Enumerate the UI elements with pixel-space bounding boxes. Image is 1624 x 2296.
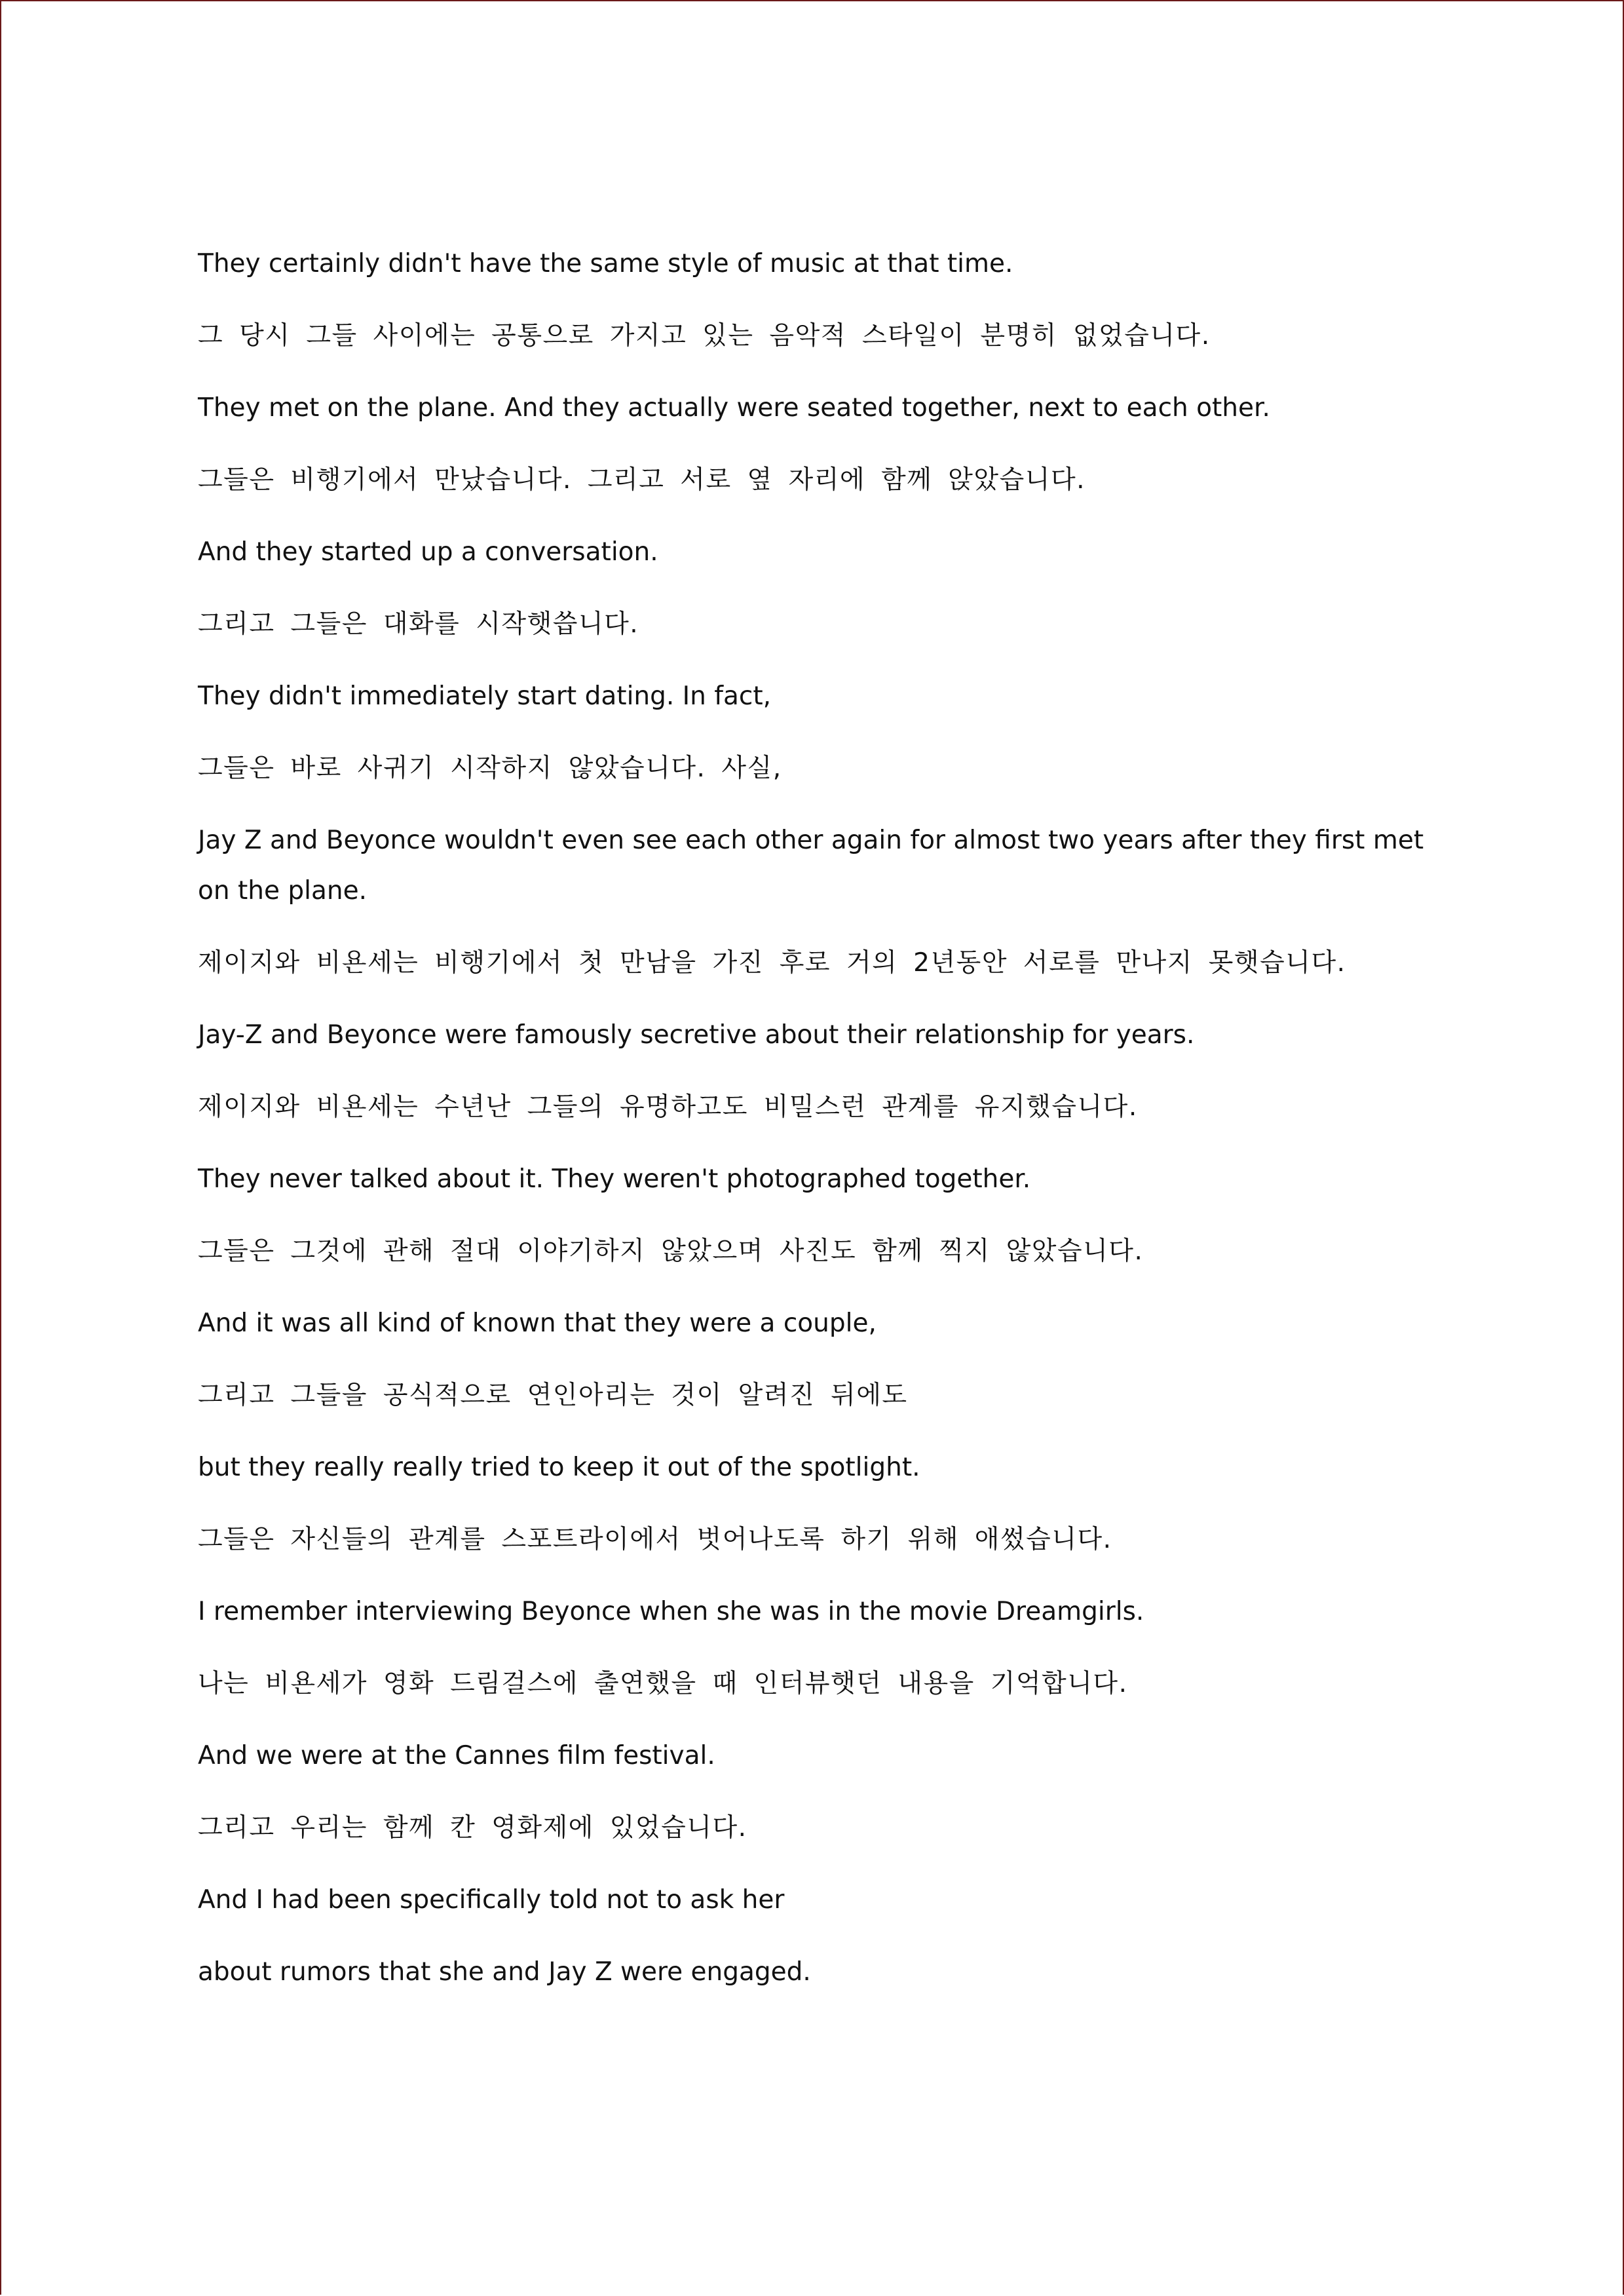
english-line: but they really really tried to keep it out of the spotlight. <box>198 1453 920 1482</box>
korean-line: 그리고 그들은 대화를 시작햇씁니다. <box>198 609 639 639</box>
english-line: Jay-Z and Beyonce were famously secretive about their relationship for years. <box>198 1020 1195 1050</box>
english-line: And I had been specifically told not to ask her <box>198 1885 785 1915</box>
korean-line: 제이지와 비욘세는 수년난 그들의 유명하고도 비밀스런 관계를 유지했습니다. <box>198 1092 1138 1122</box>
english-line: They never talked about it. They weren't photographed together. <box>198 1164 1031 1194</box>
korean-line: 그들은 바로 사귀기 시작하지 않았습니다. 사실, <box>198 754 782 783</box>
english-line: They met on the plane. And they actually were seated together, next to each other. <box>198 393 1270 423</box>
korean-line: 그들은 자신들의 관계를 스포트라이에서 벗어나도록 하기 위해 애썼습니다. <box>198 1525 1112 1554</box>
english-line: And it was all kind of known that they were a couple, <box>198 1309 877 1338</box>
english-line: They didn't immediately start dating. In fact, <box>198 681 772 711</box>
korean-line: 그들은 비행기에서 만났습니다. 그리고 서로 옆 자리에 함께 앉았습니다. <box>198 465 1086 495</box>
korean-line: 그들은 그것에 관해 절대 이야기하지 않았으며 사진도 함께 찍지 않았습니다. <box>198 1236 1144 1266</box>
english-line: They certainly didn't have the same style of music at that time. <box>198 249 1013 278</box>
english-line: I remember interviewing Beyonce when she was in the movie Dreamgirls. <box>198 1597 1144 1626</box>
korean-line: 그리고 우리는 함께 칸 영화제에 있었습니다. <box>198 1813 747 1843</box>
korean-line: 그 당시 그들 사이에는 공통으로 가지고 있는 음악적 스타일이 분명히 없었습니다. <box>198 321 1211 351</box>
korean-line: 그리고 그들을 공식적으로 연인아리는 것이 알려진 뒤에도 <box>198 1381 908 1410</box>
document-body <box>198 239 1429 2019</box>
english-line: Jay Z and Beyonce wouldn't even see each other again for almost two years after they first met on the plane. <box>198 826 1424 906</box>
korean-line: 제이지와 비욘세는 비행기에서 첫 만남을 가진 후로 거의 2년동안 서로를 만나지 못햇습니다. <box>198 948 1346 978</box>
korean-line: 나는 비욘세가 영화 드림걸스에 출연했을 때 인터뷰햇던 내용을 기억합니다. <box>198 1669 1128 1698</box>
english-line: And we were at the Cannes film festival. <box>198 1741 715 1770</box>
english-line: about rumors that she and Jay Z were engaged. <box>198 1957 811 1987</box>
english-line: And they started up a conversation. <box>198 537 658 567</box>
